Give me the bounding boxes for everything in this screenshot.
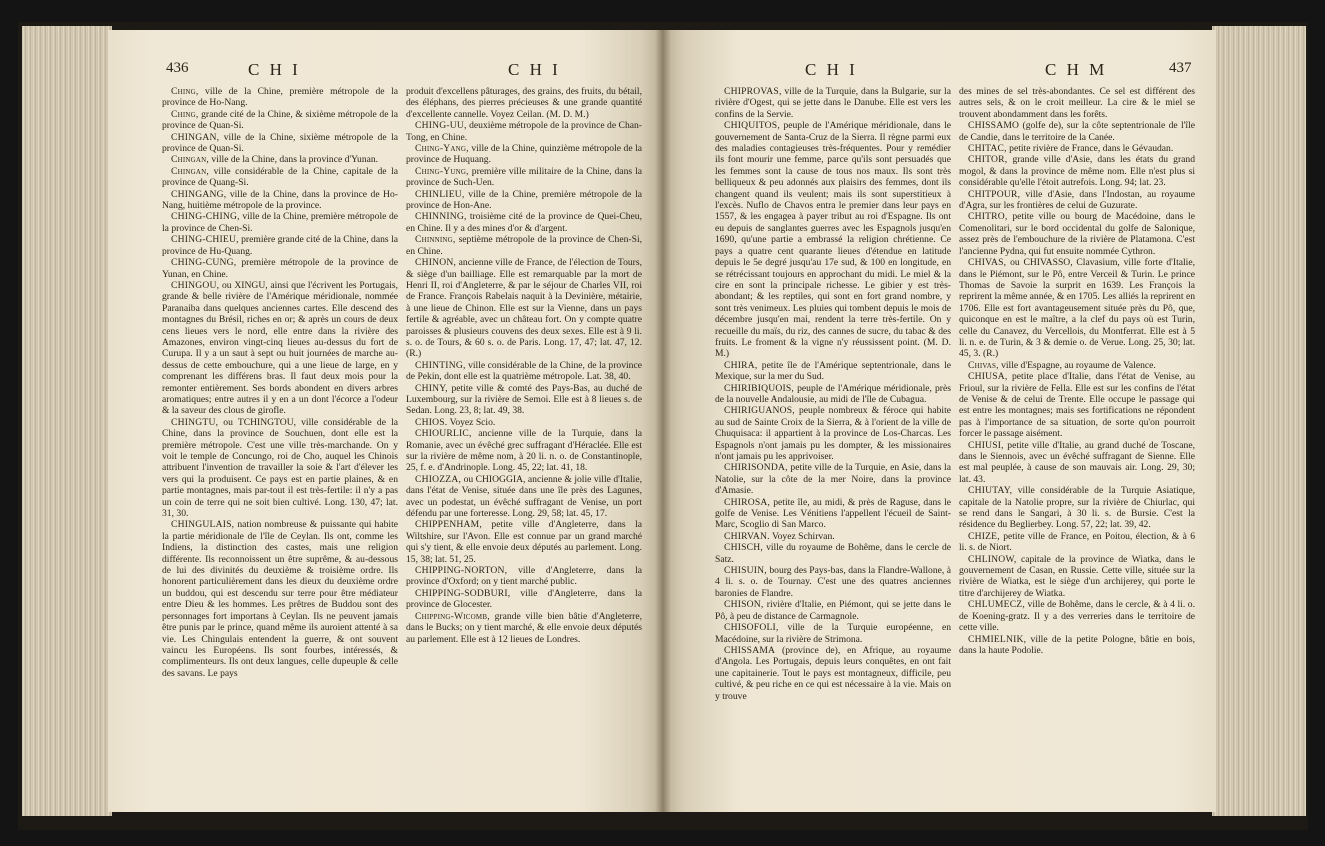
entry-text: petite île de l'Amérique septentrionale, dans le Mexique, sur la mer du Sud. (715, 359, 951, 383)
text-column (162, 86, 398, 679)
dictionary-entry (162, 211, 398, 234)
entry-text: ville de la Turquie européenne, en Macédoine, sur la rivière de Strimona. (715, 622, 952, 645)
entry-text: Voyez Scio. (449, 416, 496, 428)
dictionary-entry (715, 599, 951, 622)
entry-text: ville de la Chine, première métropole de la province de Hon-Ane. (406, 188, 642, 212)
entry-text: ville de Bohême, dans le cercle, & à 4 li. o. de Koening-gratz. Il y a des verreries dans le territoire de cette ville. (959, 599, 1195, 634)
dictionary-entry (406, 166, 642, 189)
text-column (715, 86, 951, 702)
entry-text: petite ville d'Angleterre, dans la Wiltshire, sur l'Avon. Elle est connue par un grand marché qui s'y tient, & elle envoie deux députés au parlement. Long. 15, 38; lat. 51, 25. (406, 519, 643, 565)
page-number: 437 (1169, 60, 1192, 76)
dictionary-entry (959, 154, 1195, 188)
entry-text: grande ville d'Asie, dans les états du grand mogol, & dans la province de même nom. Elle n'est plus si considérable qu'elle l'étoit autrefois. Long. 94; lat. 23. (959, 154, 1195, 189)
book-gutter (655, 30, 671, 812)
entry-text: ville de la Chine, première métropole de la province de Chen-Si. (162, 211, 398, 234)
dictionary-entry (959, 371, 1195, 439)
entry-headword: CHIPPING-NORTON, (415, 565, 508, 577)
dictionary-entry (959, 211, 1195, 257)
dictionary-entry (715, 383, 951, 406)
entry-headword: CHING-CHING, (171, 211, 240, 223)
dictionary-entry (715, 531, 951, 542)
entry-headword: CHIUSA, (968, 371, 1008, 383)
entry-text: petite ville & comté des Pays-Bas, au duché de Luxembourg, sur la rivière de Semoi. Elle est à 8 lieues s. de Sedan. Long. 23, 8; lat. 49, 38. (406, 382, 642, 417)
entry-headword: CHING-CUNG, (171, 257, 237, 269)
dictionary-entry (715, 462, 951, 496)
entry-headword: CHING-CHIEU, (171, 234, 239, 246)
entry-text: peuple de l'Amérique méridionale, dans le gouvernement de Santa-Cruz de la Sierra. Il règne parmi eux des maladies contagieuses très-fréquentes. Pour y remédier ils font mourir une femme, parce qu'ils sont persuadés que les femmes sont la cause de tous nos maux. Ils sont très belliqueux & peu adonnés aux plaisirs des femmes, dont ils changent quand ils veulent; mais ils sont superstitieux à l'excès. Nuflo de Chavos entra le premier dans leur pays en 1557, & les engagea à payer tribut au roi d'Espagne. Ils ont eu depuis de sanglantes guerres avec les Espagnols jusqu'en 1690, qu'une partie a embrassé la religion chrétienne. Ce pays a quatre cent quarante lieues d'étendue en latitude depuis le 5e degré jusqu'au 17e sud, & 100 en longitude, en se rétrécissant toujours en approchant du midi. Le miel & la cire en sont la principale richesse. Le gibier y est très-abondant; & les reptiles, qui sont en fort grand nombre, y sont très venimeux. Les pluies qui tombent depuis le mois de décembre jusqu'en mai, rendent la terre très-fertile. On y recueille du maïs, du riz, des cannes de sucre, du tabac & des fruits. Le froment & la vigne n'y réussissent point. (M. D. M.) (715, 120, 951, 360)
entry-headword: Ching, (171, 108, 199, 120)
dictionary-entry (959, 120, 1195, 143)
entry-headword: CHINTING, (415, 359, 466, 371)
entry-text: petite rivière de France, dans le Gévaudan. (1009, 143, 1174, 155)
entry-text: deuxième métropole de la province de Chan-Tong, en Chine. (406, 120, 642, 143)
entry-text: (golfe de), sur la côte septentrionale de l'île de Candie, dans le territoire de la Canée. (959, 120, 1195, 143)
entry-text: ou XINGU, ainsi que l'écrivent les Portugais, grande & belle rivière de l'Amérique méridionale, nommée Paranaiba dans quelques anciennes cartes. Elle descend des montagnes du Brésil, riches en or; & après un cours de deux cens lieues vers le nord, elle entre dans la rivière des Amazones, environ vingt-cinq lieues au-dessus du fort de Curupa. Il y a un saut à sept ou huit journées de marche au-dessus de cette embouchure, qui a une lieue de large, en y comprenant les différens bras. Il faut deux mois pour la remonter entièrement. Ses bords abondent en divers arbres aromatiques; entre autres il y en a un dont l'écorce a l'odeur & la saveur des clous de girofle. (162, 279, 398, 417)
entry-text: ancienne ville de la Turquie, dans la Romanie, avec un évêché grec suffragant d'Héraclée. Elle est sur la rivière de même nom, à 20 li. n. o. de Constantinople, 25, f. e. d'Andrinople. Long. 45, 22; lat. 41, 18. (406, 428, 642, 474)
entry-text: ou TCHINGTOU, ville considérable de la Chine, dans la province de Souchuen, dont elle est la première métropole. C'est une ville très-marchande. On y voit le temple de Concungo, roi de Cho, auquel les Chinois attribuent l'invention de travailler la soie & l'art d'élever les vers qui la produisent. Ce pays est en partie plaines, & en partie montagnes, mais par-tout il est très-fertile: il n'y a pas un coin de terre qui ne soit bien cultivé. Long. 130, 47; lat. 31, 30. (162, 416, 398, 520)
entry-headword: CHIRA, (724, 359, 758, 371)
dictionary-entry (406, 588, 642, 611)
entry-text: petite île, au midi, & près de Raguse, dans le golfe de Venise. Les Vénitiens l'appellent l'écueil de Saint-Marc, Scoglio di San Marco. (715, 496, 951, 531)
entry-headword: CHINGULAIS, (171, 519, 235, 531)
dictionary-entry (959, 531, 1195, 554)
dictionary-entry (715, 120, 951, 360)
dictionary-entry (162, 189, 398, 212)
dictionary-entry (406, 234, 642, 257)
entry-headword: CHIUTAY, (968, 485, 1013, 497)
entry-text: ville d'Espagne, au royaume de Valence. (1001, 359, 1156, 371)
page-number: 436 (166, 60, 189, 76)
entry-text: ville de la Chine, quinzième métropole de la province de Huquang. (406, 143, 643, 166)
dictionary-entry (162, 234, 398, 257)
entry-headword: CHISCH, (724, 542, 763, 554)
entry-text: (province de), en Afrique, au royaume d'Angola. Les Portugais, depuis leurs conquêtes, en ont fait une capitainerie. Tout le pays est montagneux, difficile, peu cultivé, & peu riche en ce qui est nécessaire à la vie. Mais on y trouve (715, 644, 951, 702)
entry-text: troisième cité de la province de Quei-Cheu, en Chine. Il y a des mines d'or & d'argent. (406, 211, 642, 234)
entry-headword: CHISON, (724, 599, 764, 611)
dictionary-entry (959, 189, 1195, 212)
entry-text: ville d'Angleterre, dans la province d'Oxford; on y tient marché public. (406, 565, 642, 588)
dictionary-entry (406, 417, 642, 428)
entry-text: peuple nombreux & féroce qui habite au sud de Sainte Croix de la Sierra, & à l'orient de la ville de Chuquisaca: il appartient à la province de Los-Charcas. Les Espagnols n'ont jamais pu les dompter, & les missionaires n'ont jamais pu les apprivoiser. (715, 405, 951, 462)
entry-headword: CHINGOU, (171, 279, 220, 291)
dictionary-entry (406, 257, 642, 360)
dictionary-entry (715, 645, 951, 702)
running-header: C H I (805, 60, 858, 79)
dictionary-entry (406, 383, 642, 417)
entry-headword: CHIUSI, (968, 439, 1004, 451)
dictionary-entry (162, 132, 398, 155)
dictionary-entry (959, 440, 1195, 486)
dictionary-entry (959, 599, 1195, 633)
entry-headword: CHLINOW, (968, 553, 1017, 565)
dictionary-entry (406, 611, 642, 645)
entry-text: petite ville de la Turquie, en Asie, dans la Natolie, sur la côte de la mer Noire, dans la province d'Amasie. (715, 462, 951, 497)
entry-headword: Chinning, (415, 234, 456, 246)
entry-text: ville de la Chine, dans la province de Ho-Nang, huitième métropole de la province. (162, 188, 398, 212)
dictionary-entry (162, 417, 398, 520)
entry-headword: CHITAC, (968, 143, 1007, 155)
entry-text: septième métropole de la province de Chen-Si, en Chine. (406, 234, 643, 257)
dictionary-entry (959, 257, 1195, 360)
dictionary-entry (959, 485, 1195, 531)
entry-text: première grande cité de la Chine, dans la province de Hu-Quang. (162, 234, 398, 257)
dictionary-entry (162, 280, 398, 417)
entry-text: ville d'Asie, dans l'Indostan, au royaume d'Agra, sur les frontières de celui de Guzurate. (959, 188, 1195, 212)
entry-headword: CHINGTU, (171, 416, 219, 428)
dictionary-entry (715, 622, 951, 645)
entry-headword: CHIRVAN. (724, 530, 770, 542)
entry-text: capitale de la province de Wiatka, dans le gouvernement de Casan, en Russie. Cette ville, située sur la rivière de Wiatka, est le siège d'un archijerey, qui porte le titre d'archijerey de Wiatka. (959, 553, 1195, 599)
entry-text: ville considérable de la Chine, de la province de Pekin, dont elle est la quatrième métropole. Lat. 38, 40. (406, 359, 642, 383)
entry-headword: CHIRISONDA, (724, 462, 788, 474)
entry-text: peuple de l'Amérique méridionale, près de la nouvelle Andalousie, au midi de l'île de Cubagua. (715, 382, 951, 405)
entry-text: ville de la Turquie, dans la Bulgarie, sur la rivière d'Ogest, qui se jette dans le Danube. Elle est vers les confins de la Servie. (715, 86, 951, 120)
entry-text: grande ville bien bâtie d'Angleterre, dans le Bucks; on y tient marché, & elle envoie deux députés au parlement. Elle est à 12 lieues de Londres. (406, 610, 642, 645)
entry-headword: CHISUIN, (724, 565, 767, 577)
dictionary-entry (715, 497, 951, 531)
dictionary-entry (959, 554, 1195, 600)
entry-headword: CHIRIBIQUOIS, (724, 382, 795, 394)
dictionary-entry (162, 86, 398, 109)
entry-headword: CHINNING, (415, 211, 467, 223)
entry-text: ville de la Chine, sixième métropole de la province de Quan-Si. (162, 131, 398, 155)
dictionary-entry (715, 86, 951, 120)
dictionary-entry (162, 519, 398, 679)
dictionary-entry (406, 120, 642, 143)
entry-headword: CHING-UU, (415, 120, 467, 132)
page-edges-right (1212, 26, 1306, 816)
entry-text: nation nombreuse & puissante qui habite la partie méridionale de l'île de Ceylan. Ils ont, comme les Indiens, la distinction des castes, mais une religion différente. Ils reconnoissent un être suprême, & au-dessous de lui des divinités du deuxième & troisième ordre. Ils honorent particulièrement dans les dieux du deuxième ordre un buddou, qui est descendu sur terre pour être médiateur entre Dieu & les hommes. Les prêtres de Buddou sont des personnages fort importans à Ceylan. Ils ne peuvent jamais être punis par le prince, quand même ils auroient attenté à sa vie. Les Chingulais entendent la guerre, & ont souvent vaincu les Européens. Ils sont fourbes, intéressés, & complimenteurs. Ils ont deux langues, celle dupeuple & celle des savans. Le pays (162, 519, 398, 679)
entry-headword: CHIVAS, (968, 257, 1007, 269)
entry-text: ville considérable de la Chine, capitale de la province de Quang-Si. (162, 165, 398, 189)
entry-headword: CHINON, (415, 257, 457, 269)
entry-headword: Chipping-Wicomb, (415, 610, 490, 622)
entry-headword: CHITRO, (968, 211, 1008, 223)
entry-text: première ville militaire de la Chine, dans la province de Such-Uen. (406, 165, 642, 189)
entry-headword: CHITPOUR, (968, 188, 1021, 200)
text-column (959, 86, 1195, 656)
entry-headword: CHIROSA, (724, 496, 771, 508)
entry-headword: CHIQUITOS, (724, 120, 780, 132)
dictionary-entry (959, 86, 1195, 120)
dictionary-entry (715, 360, 951, 383)
entry-text: ville de la petite Pologne, bâtie en bois, dans la haute Podolie. (959, 633, 1195, 656)
entry-text: ville de la Chine, dans la province d'Yunan. (211, 154, 379, 166)
entry-headword: CHITOR, (968, 154, 1008, 166)
running-header: C H M (1045, 60, 1108, 79)
dictionary-entry (406, 86, 642, 120)
entry-headword: CHIPPENHAM, (415, 519, 482, 531)
entry-text: Voyez Schirvan. (771, 530, 835, 542)
entry-headword: CHIRIGUANOS, (724, 405, 795, 417)
entry-headword: CHISSAMA (724, 644, 776, 656)
dictionary-entry (162, 109, 398, 132)
dictionary-entry (959, 143, 1195, 154)
entry-headword: CHINGAN, (171, 131, 220, 143)
entry-text: petite ville ou bourg de Macédoine, dans le Comenolitari, sur le bord occidental du golfe de Salonique, assez près de l'embouchure de la rivière de Platamona. C'est l'ancienne Pydna, qui fut ensuite nommée Cythron. (959, 211, 1195, 257)
entry-text: ville du royaume de Bohême, dans le cercle de Satz. (715, 542, 951, 565)
dictionary-entry (406, 211, 642, 234)
dictionary-entry (406, 143, 642, 166)
entry-headword: CHISSAMO (968, 120, 1020, 132)
dictionary-entry (162, 154, 398, 165)
dictionary-entry (406, 189, 642, 212)
dictionary-entry (715, 542, 951, 565)
dictionary-entry (406, 519, 642, 565)
entry-headword: CHINY, (415, 382, 448, 394)
right-page (663, 30, 1216, 812)
dictionary-entry (715, 405, 951, 462)
dictionary-entry (162, 257, 398, 280)
dictionary-entry (959, 360, 1195, 371)
entry-headword: CHIPPING-SODBURI, (415, 587, 511, 599)
entry-text: grande cité de la Chine, & sixième métropole de la province de Quan-Si. (162, 108, 398, 132)
entry-headword: CHMIELNIK, (968, 633, 1027, 645)
entry-headword: Chingan, (171, 165, 210, 177)
entry-text: des mines de sel très-abondantes. Ce sel est différent des autres sels, & on le croit meilleur. La cire & le miel se trouvent abondamment dans les forêts. (959, 86, 1195, 120)
dictionary-entry (406, 360, 642, 383)
entry-headword: CHIOURLIC, (415, 428, 472, 440)
entry-text: ville de la Chine, première métropole de la province de Ho-Nang. (162, 86, 398, 109)
entry-headword: CHIZE, (968, 530, 1000, 542)
entry-text: produit d'excellens pâturages, des grains, des fruits, du bétail, des éléphans, des pierres précieuses & une grande quantité d'excellente cannelle. Voyez Ceilan. (M. D. M.) (406, 86, 642, 120)
entry-text: bourg des Pays-bas, dans la Flandre-Wallone, à 4 li. s. o. de Tournay. C'est une des quatres anciennes baronies de Flandre. (715, 565, 951, 599)
entry-headword: CHIOZZA, (415, 473, 462, 485)
text-column (406, 86, 642, 645)
dictionary-entry (406, 474, 642, 520)
entry-text: petite place d'Italie, dans l'état de Venise, au Frioul, sur la rivière de Fella. Elle est sur les confins de l'état de Venise & de celui de Trente. Elle occupe le passage qui est entre les montagnes; mais ses fortifications ne répondent pas à l'importance de sa situation, de sorte qu'on pourroit forcer le passage aisément. (959, 371, 1195, 440)
entry-headword: CHISOFOLI, (724, 622, 779, 634)
entry-headword: Ching-Yung, (415, 165, 469, 177)
entry-text: petite ville de France, en Poitou, élection, & à 6 li. s. de Niort. (959, 530, 1195, 554)
entry-headword: CHINGANG, (171, 188, 227, 200)
entry-headword: Chingan, (171, 154, 210, 166)
page-edges-left (22, 26, 112, 816)
dictionary-entry (959, 634, 1195, 657)
entry-headword: Chivas, (968, 359, 999, 371)
entry-text: première métropole de la province de Yunan, en Chine. (162, 257, 398, 280)
dictionary-entry (715, 565, 951, 599)
entry-headword: CHINLIEU, (415, 188, 465, 200)
entry-text: ou CHIOGGIA, ancienne & jolie ville d'Italie, dans l'état de Venise, située dans une île près des Lagunes, avec un podestat, un évêché suffragant de Venise, un port défendu par une forteresse. Long. 29, 58; lat. 45, 17. (406, 473, 642, 520)
running-header: C H I (248, 60, 301, 79)
entry-text: ou CHIVASSO, Clavasium, ville forte d'Italie, dans le Piémont, sur le Pô, entre Verceil & Turin. Le prince Thomas de Savoie la surprit en 1639. Les François la reprirent la même année, & en 1705. Les alliés la reprirent en 1706. Elle est fort avantageusement située près du Pô, que, quiconque en est le maître, a la clef du pays où est Turin, celle du Canavez, du Vercellois, du Montferrat. Elle est à 5 li. n. e. de Turin, & 3 & demie o. de Verue. Long. 25, 30; lat. 45, 3. (R.) (959, 257, 1195, 360)
dictionary-entry (162, 166, 398, 189)
entry-text: ancienne ville de France, de l'élection de Tours, & siège d'un bailliage. Elle est remarquable par la mort de Henri II, roi d'Angleterre, & par le séjour de Charles VII, roi de France. François Rabelais naquit à la Devinière, métairie, à une lieue de Chinon. Elle est sur la Vienne, dans un pays fertile & agréable, avec un château fort. On y compte quatre paroisses & plusieurs couvens des deux sexes. Elle est à 9 li. s. o. de Tours, & 60 s. o. de Paris. Long. 17, 47; lat. 47, 12. (R.) (406, 257, 642, 360)
running-header: C H I (508, 60, 561, 79)
dictionary-entry (406, 565, 642, 588)
dictionary-entry (406, 428, 642, 474)
entry-headword: CHIOS. (415, 416, 448, 428)
entry-headword: Ching-Yang, (415, 143, 469, 155)
entry-text: rivière d'Italie, en Piémont, qui se jette dans le Pô, à peu de distance de Carmagnole. (715, 599, 951, 622)
entry-headword: CHIPROVAS, (724, 86, 782, 97)
entry-text: ville d'Angleterre, dans la province de Glocester. (406, 587, 642, 611)
left-page (108, 30, 663, 812)
entry-text: ville considérable de la Turquie Asiatique, capitale de la Natolie propre, sur la rivière de Chiurlac, qui se rend dans le Sangari, à 30 li. s. de Bursie. C'est la résidence du Beglierbey. Long. 57, 22; lat. 39, 42. (959, 485, 1195, 531)
entry-headword: CHLUMECZ, (968, 599, 1025, 611)
entry-headword: Ching, (171, 86, 199, 97)
entry-text: petite ville d'Italie, au grand duché de Toscane, dans le Siennois, avec un évêché suffragant de Sienne. Elle est mal peuplée, à cause de son mauvais air. Long. 29, 30; lat. 43. (959, 439, 1195, 485)
